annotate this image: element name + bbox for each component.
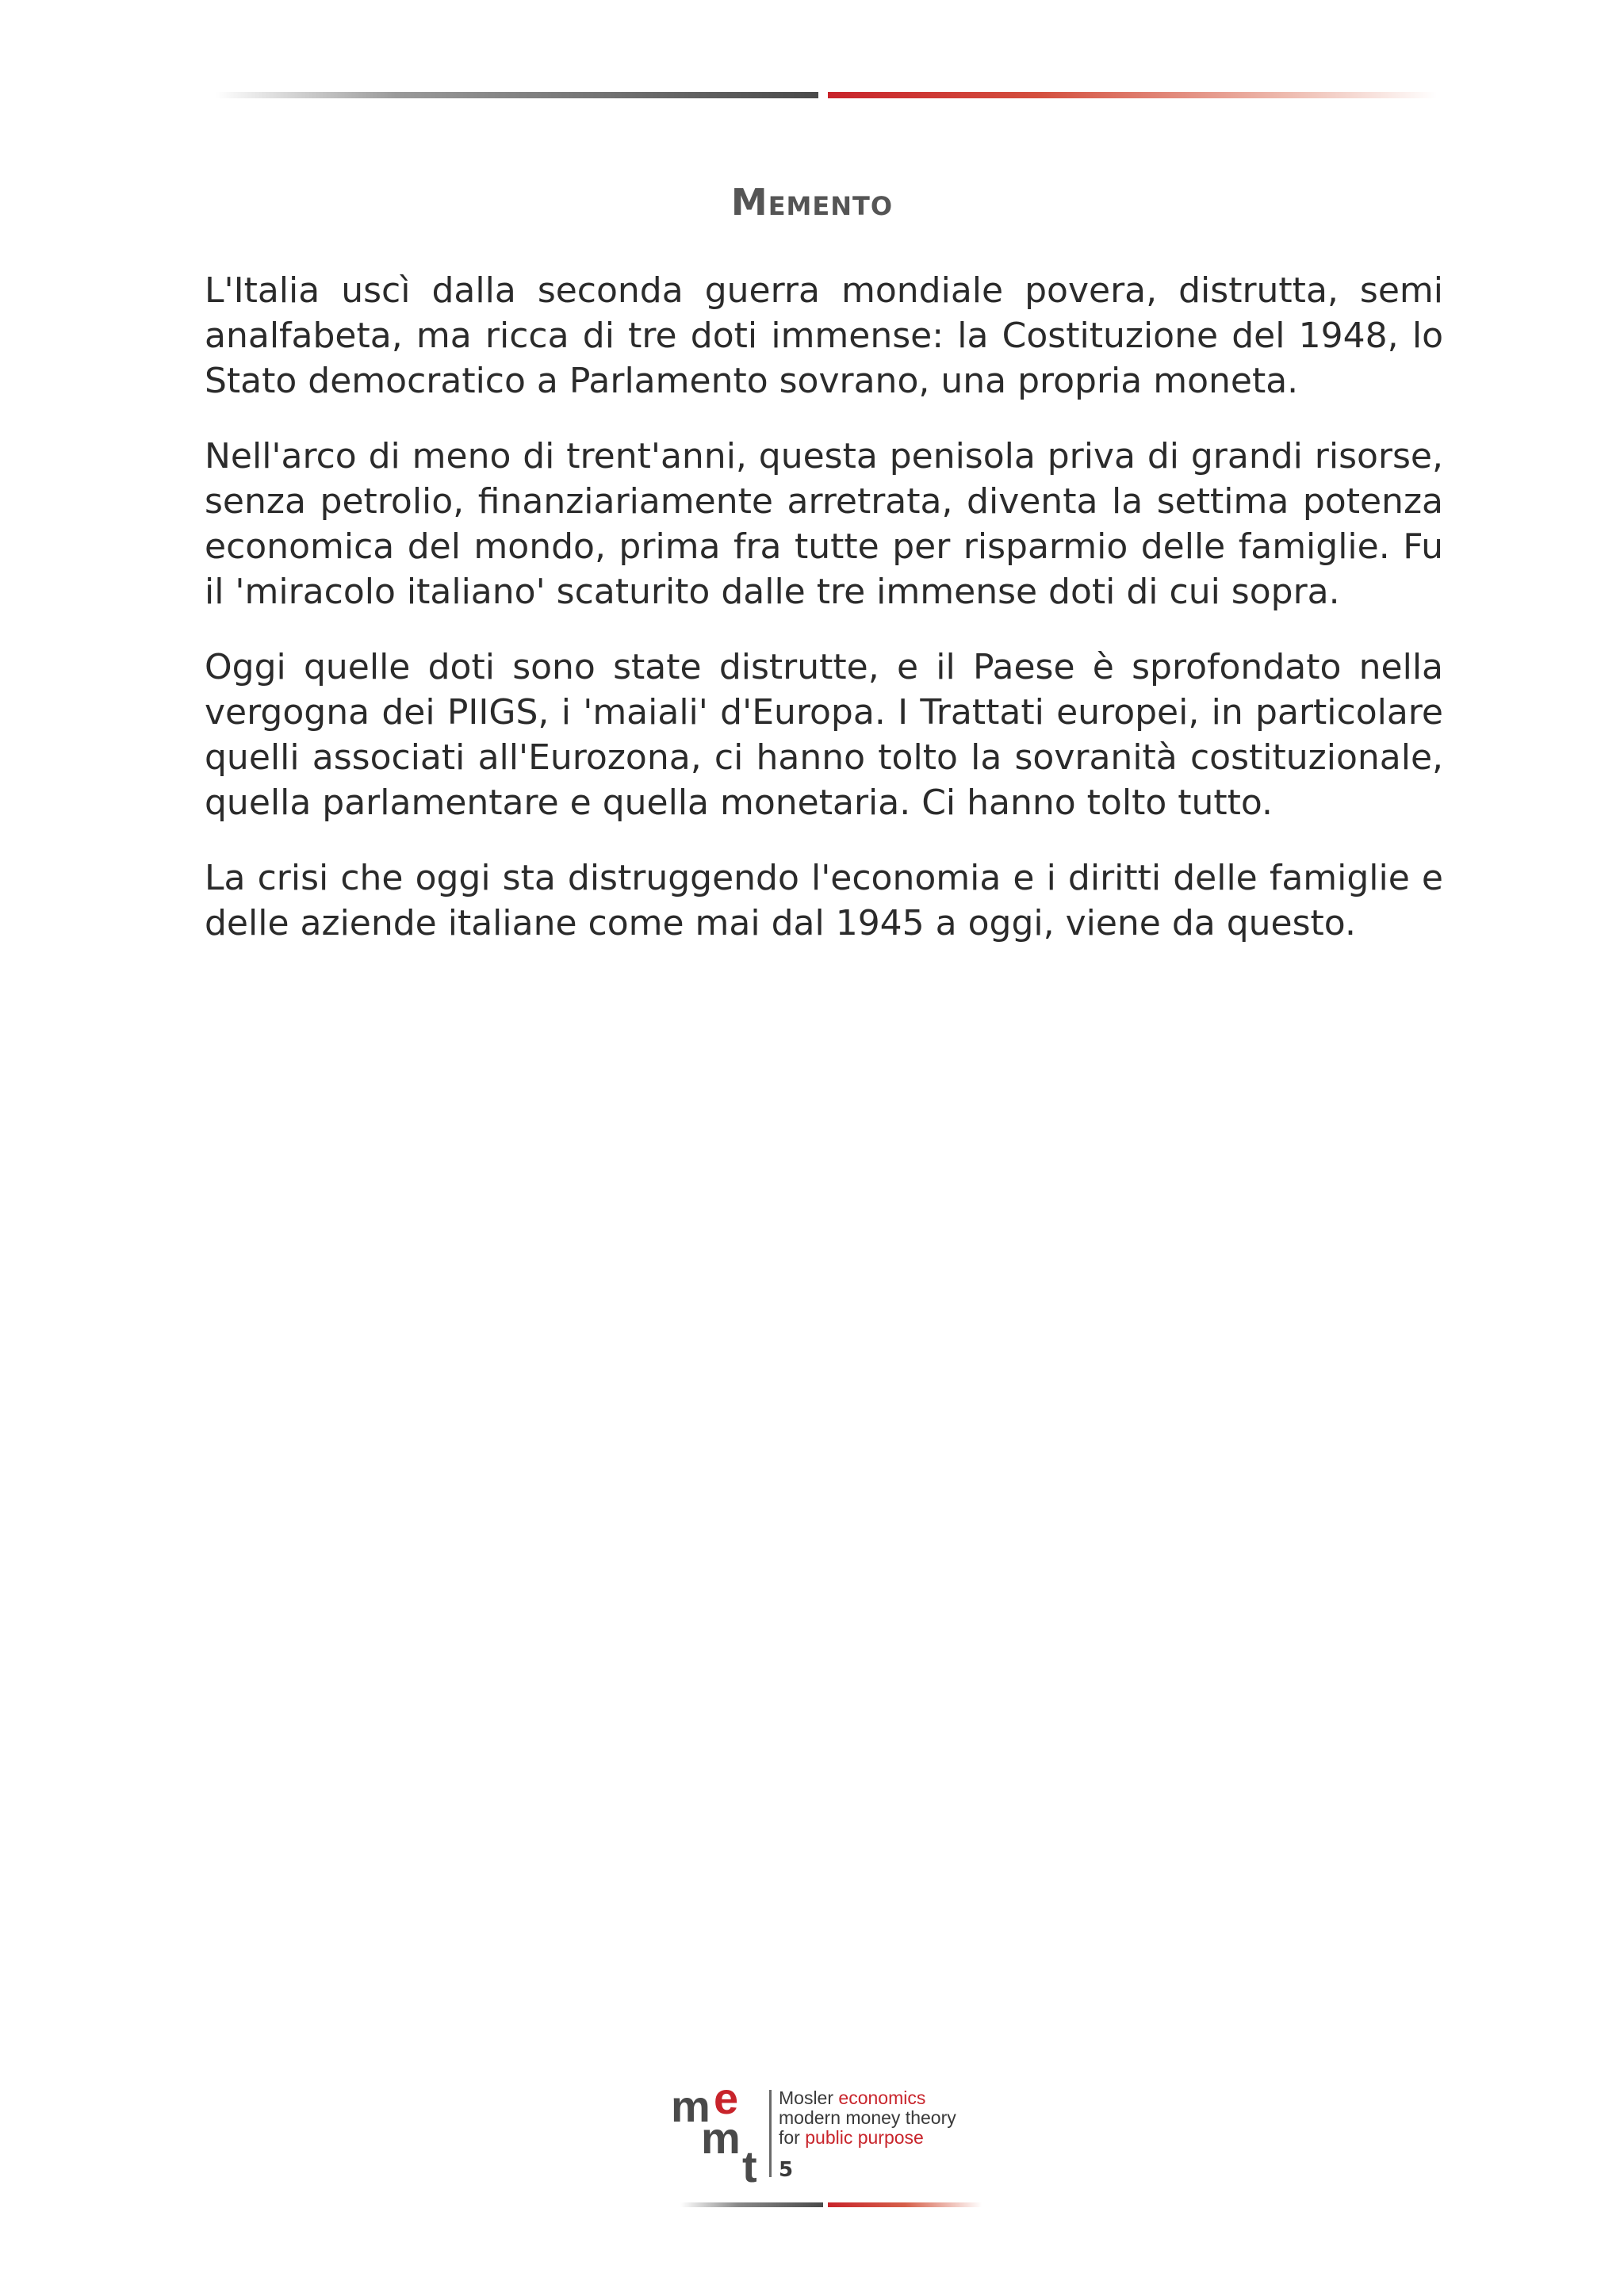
top-rule-red-segment (828, 92, 1437, 98)
logo-tagline (779, 2088, 956, 2148)
paragraph-1: L'Italia uscì dalla seconda guerra mondiale povera, distrutta, semi analfabeta, ma ricca di tre doti immense: la Costituzione del 1948, lo Stato democratico a Parlamento sovrano, una propria moneta. (205, 270, 1443, 401)
logo-line-3 (779, 2128, 956, 2148)
logo-line-1 (779, 2088, 956, 2108)
logo-letter-m1: m (671, 2084, 710, 2131)
logo-line-1-prefix: Mosler (779, 2087, 839, 2108)
bottom-rule-red-segment (828, 2202, 982, 2207)
bottom-decorative-rule (680, 2202, 982, 2207)
paragraph-3: Oggi quelle doti sono state distrutte, e il Paese è sprofondato nella vergogna dei PIIGS, i 'maiali' d'Europa. I Trattati europei, in particolare quelli associati all'Eurozona, ci hanno tolto la sovranità costituzionale, quella parlamentare e quella monetaria. Ci hanno tolto tutto. (205, 647, 1443, 823)
top-rule-gray-segment (216, 92, 818, 98)
logo-line-3-accent: public purpose (805, 2127, 924, 2148)
page-title: Memento (730, 181, 894, 224)
paragraph-4: La crisi che oggi sta distruggendo l'economia e i diritti delle famiglie e delle aziende italiane come mai dal 1945 a oggi, viene da questo. (205, 858, 1443, 943)
logo-line-3-prefix: for (779, 2127, 806, 2148)
logo-line-1-accent: economics (838, 2087, 926, 2108)
footer-logo (671, 2084, 988, 2187)
bottom-rule-gray-segment (680, 2202, 823, 2207)
body-text (205, 268, 1443, 976)
logo-line-2: modern money theory (779, 2107, 956, 2128)
page-number: 5 (779, 2158, 794, 2182)
logo-letter-e: e (714, 2084, 739, 2123)
logo-letter-m2: m (701, 2113, 741, 2163)
top-decorative-rule (216, 92, 1437, 98)
logo-divider (769, 2090, 772, 2177)
paragraph-2: Nell'arco di meno di trent'anni, questa penisola priva di grandi risorse, senza petrolio, finanziariamente arretrata, diventa la settima potenza economica del mondo, prima fra tutte per risparmio delle famiglie. Fu il 'miracolo italiano' scaturito dalle tre immense doti di cui sopra. (205, 436, 1443, 612)
logo-letter-t: t (742, 2141, 757, 2187)
memt-logo-mark (671, 2084, 766, 2187)
